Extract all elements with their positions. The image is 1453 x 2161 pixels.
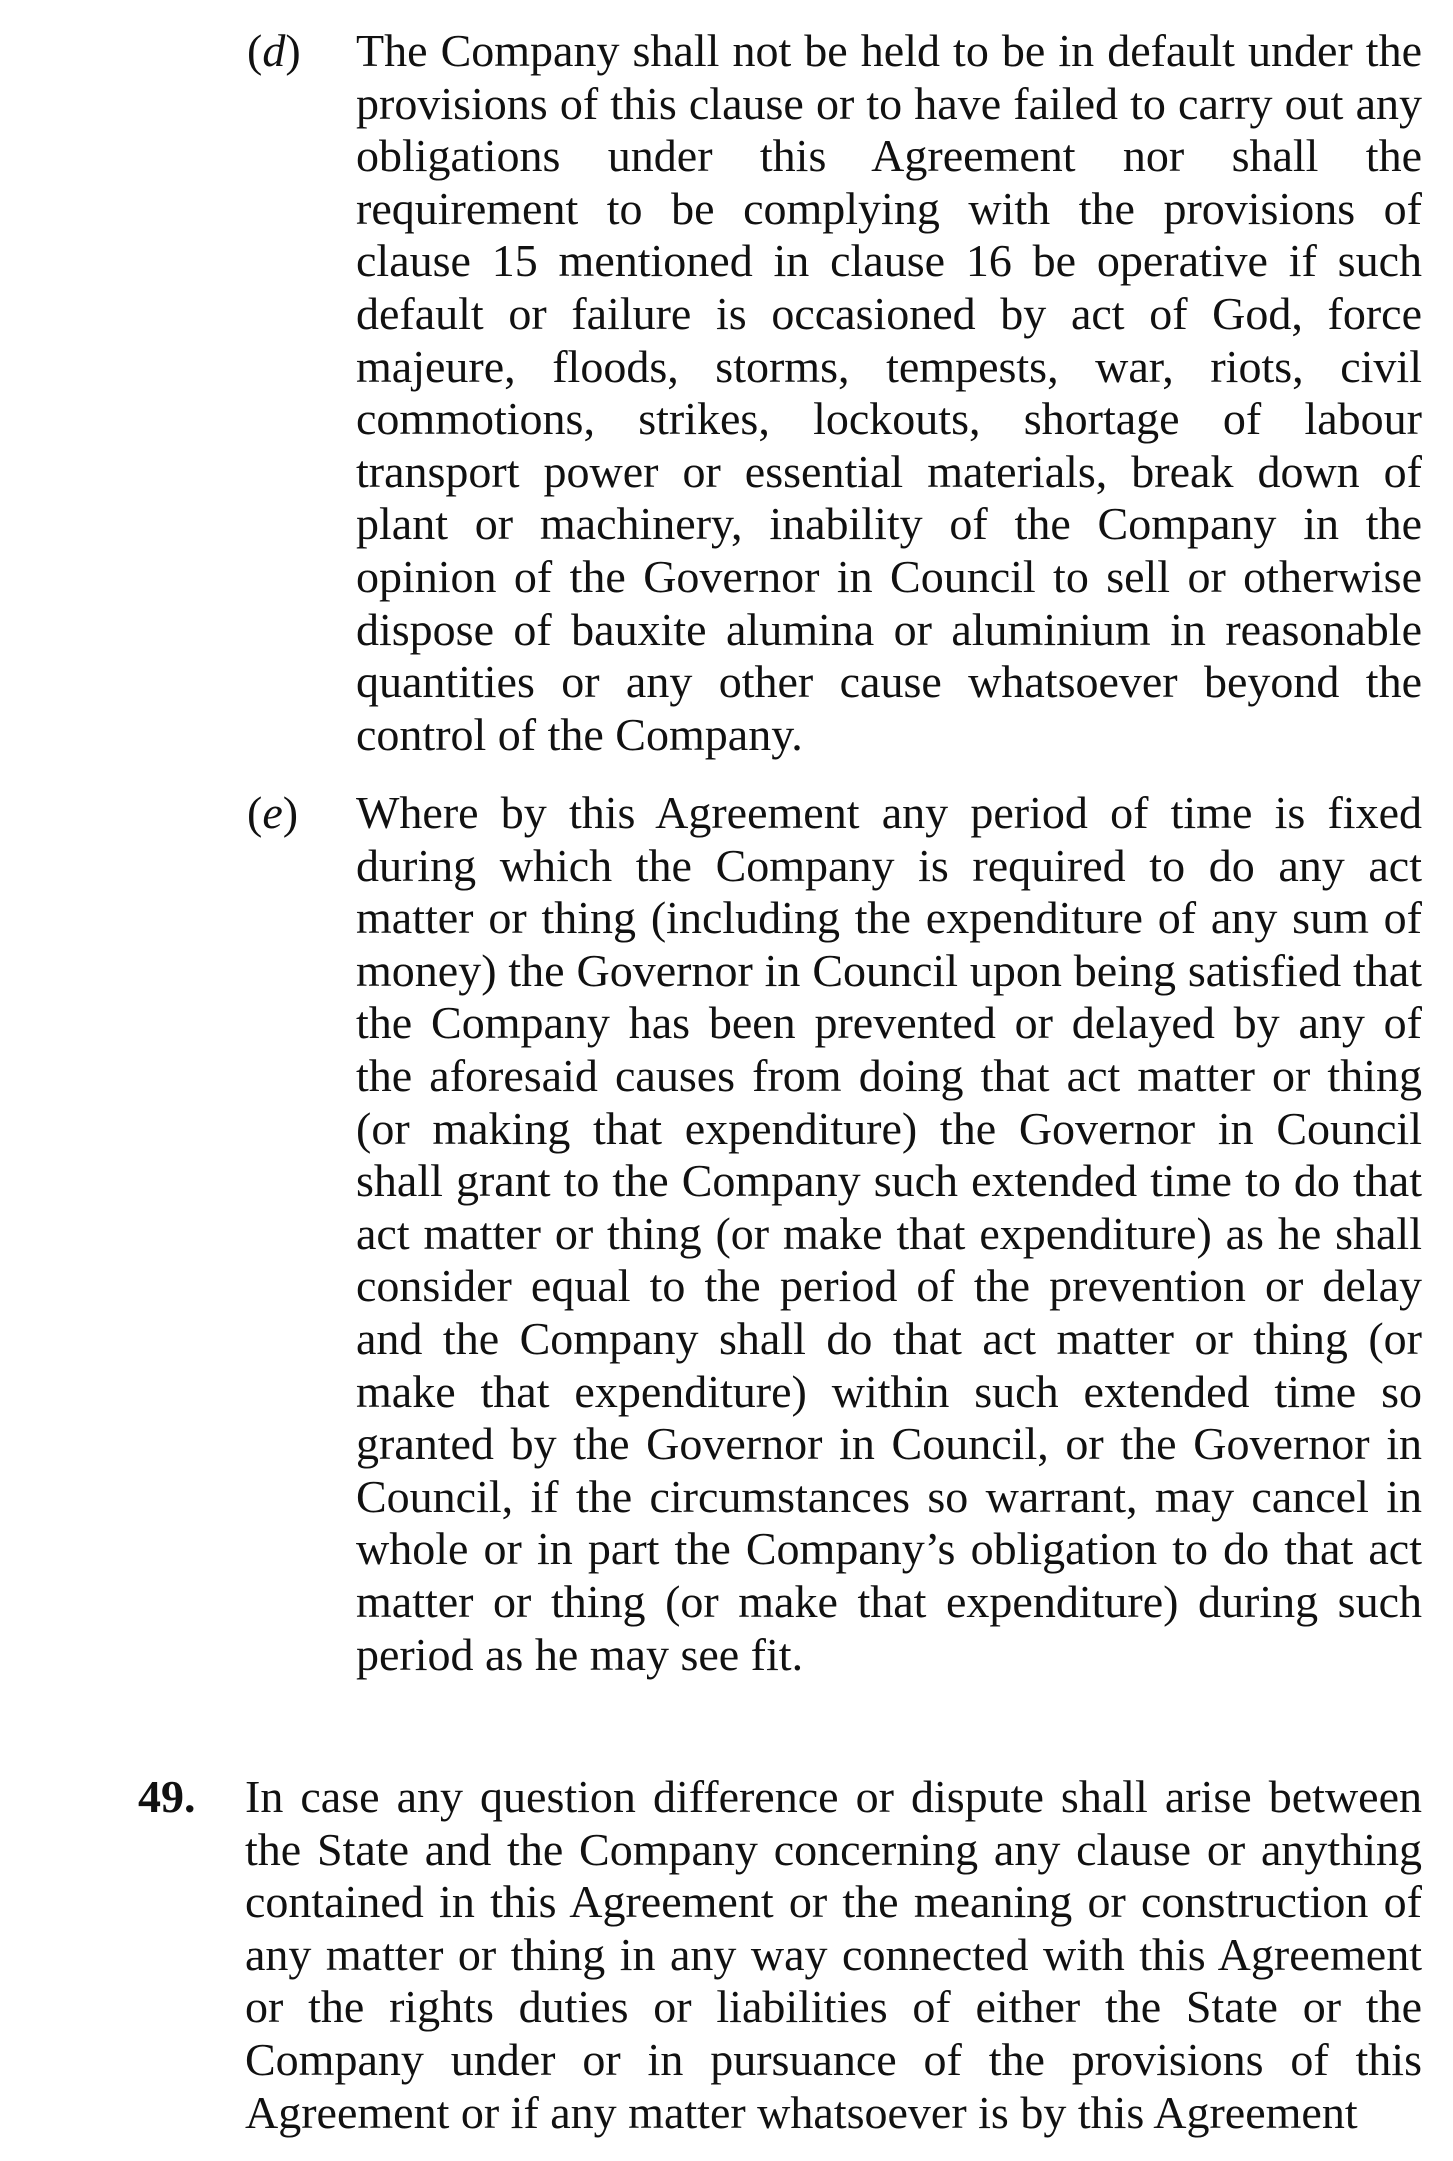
subclause-d-text: The Company shall not be held to be in default under the provisions of this clause or to have failed to carry out any obligations under this Agreement nor shall the requirement to be complying with the provisions of clause 15 mentioned in clause 16 be operative if such default or failure is occasioned by act of God, force majeure, floods, storms, tempests, war, riots, civil commotions, strikes, lockouts, shortage of labour transport power or essential materials, break down of plant or machinery, inability of the Company in the opinion of the Governor in Council to sell or otherwise dispose of bauxite alumina or aluminium in reasonable quantities or any other cause whatsoever beyond the control of the Company.	[356, 25, 1422, 760]
subclause-d-marker: (d)	[247, 25, 301, 76]
clause-49-number: 49.	[138, 1771, 196, 1822]
subclause-e-text: Where by this Agreement any period of time is fixed during which the Company is required to do any act matter or thing (including the expenditure of any sum of money) the Governor in Council upon being satisfied that the Company has been prevented or delayed by any of the aforesaid causes from doing that act matter or thing (or making that expenditure) the Governor in Council shall grant to the Company such extended time to do that act matter or thing (or make that expenditure) as he shall consider equal to the period of the prevention or delay and the Company shall do that act matter or thing (or make that expenditure) within such extended time so granted by the Governor in Council, or the Governor in Council, if the circumstances so warrant, may cancel in whole or in part the Company’s obligation to do that act matter or thing (or make that expenditure) during such period as he may see fit.	[356, 787, 1422, 1680]
subclause-e-letter: e	[262, 787, 283, 838]
clause-49-text: In case any question difference or dispute shall arise between the State and the Company concerning any clause or anything contained in this Agreement or the meaning or construction of any matter or thing in any way connected with this Agreement or the rights duties or liabilities of either the State or the Company under or in pursuance of the provisions of this Agreement or if any matter whatsoever is by this Agreement	[245, 1771, 1422, 2138]
subclause-d-letter: d	[262, 25, 286, 76]
subclause-e-marker: (e)	[247, 787, 299, 838]
